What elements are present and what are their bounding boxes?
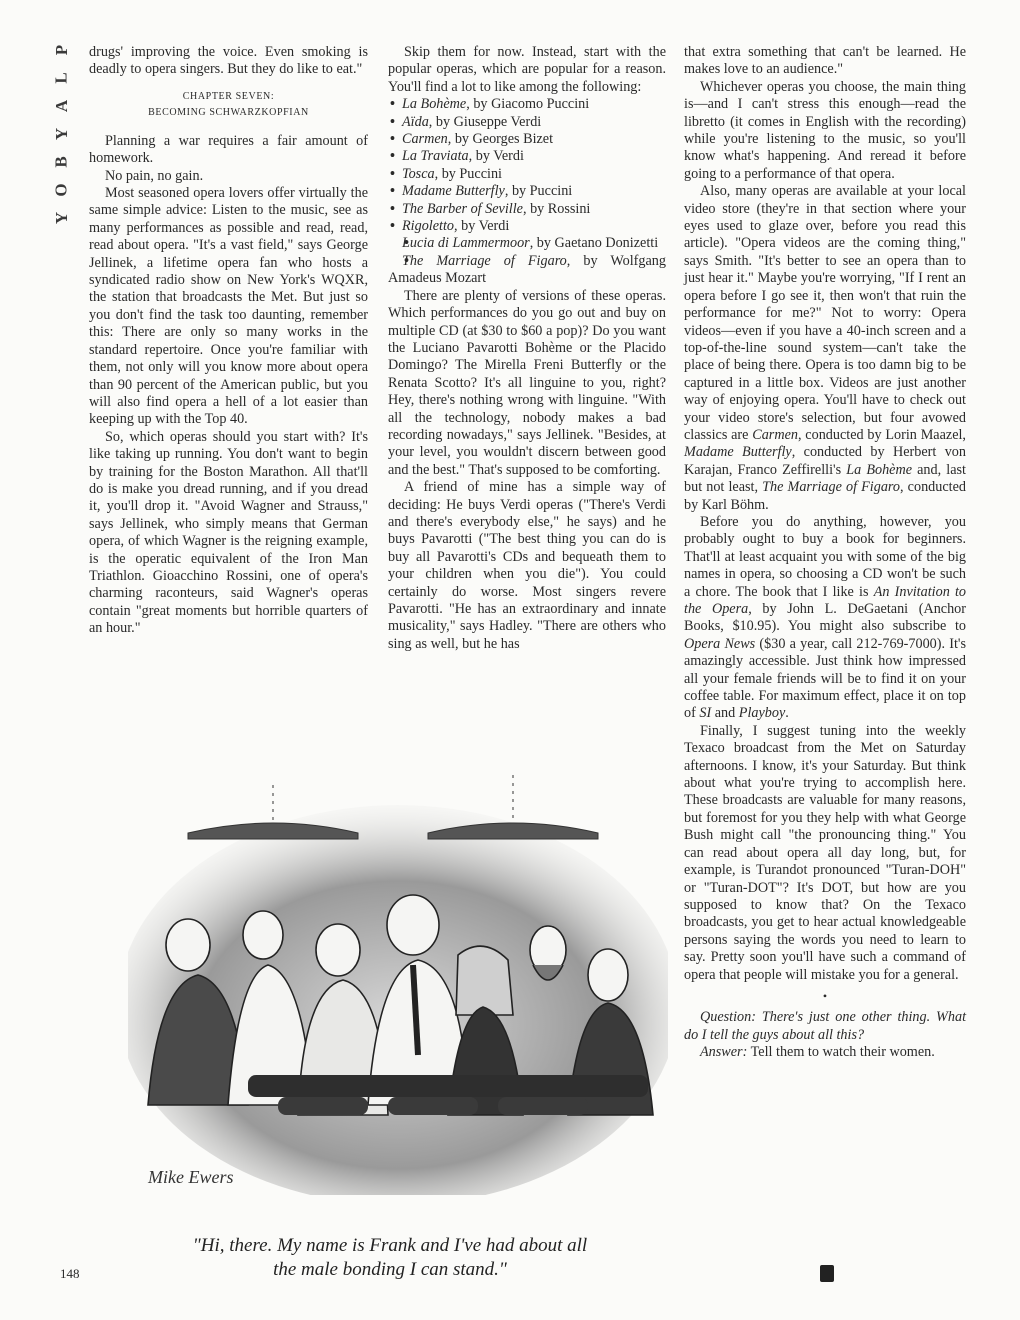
paragraph: Finally, I suggest tuning into the weekly Texaco broadcast from the Met on Saturday afternoons. I know, it's your Saturday. But think about what you're trying to accomplish here. These broadcasts are valuable for many reasons, but foremost for you they help with what George Bush might call "the pronouncing thing." You can read about opera all day long, but, for example, is Turandot pronounced "Turan-DOH" or "Turan-DOT"? It's DOT, but how are you supposed to know that? On the Texaco broadcasts, you get to hear actual knowledgeable persons saying the words you need to learn to say. Pretty soon you'll have such a command of opera that people will mistake you for a general. bbox=[684, 722, 966, 983]
chapter-number: CHAPTER SEVEN: bbox=[182, 90, 275, 102]
answer: Answer: Tell them to watch their women. bbox=[700, 1044, 935, 1061]
paragraph: drugs' improving the voice. Even smoking is deadly to opera singers. But they do like to eat." bbox=[89, 44, 368, 78]
masthead-letter: L bbox=[52, 72, 71, 84]
section-divider: • bbox=[822, 988, 828, 1003]
opera-list-item: • Tosca, by Puccini bbox=[388, 166, 666, 183]
lamp-right bbox=[428, 775, 598, 839]
paragraph: Also, many operas are available at your local video store (they're in that section where your eyes used to glaze over, before you read this article). "Opera videos are the coming thing," says Smith. "It's better to see an opera than to just hear it." Maybe you're worrying, "If I rent an opera before I go see it, then won't that ruin the performance for me?" Not to worry: Opera videos—even if you have a 40-inch screen and a top-of-the-line sound system—can't take the place of being there. Opera is too damn big to be captured in a little box. Videos are just another way of enjoying opera. You'll have to check out your video store's selection, but four avowed classics are Carmen, conducted by Lorin Maazel, Madame Butterfly, conducted by Herbert von Karajan, Franco Zeffirelli's La Bohème and, last but not least, The Marriage of Figaro, conducted by Karl Böhm. bbox=[684, 183, 966, 513]
paragraph: There are plenty of versions of these operas. Which performances do you go out and buy on multiple CD (at $30 to $60 a pop)? Do you want the Luciano Pavarotti Bohème or the Placido Domingo? The Mirella Freni Butterfly or the Renata Scotto? It's all linguine to you, right? Hey, there's nothing wrong with linguine. "With all the technology, nobody makes a bad recording nowadays," says Jellinek. "Besides, at your level, you wouldn't discern between good and the best." That's supposed to be comforting. bbox=[388, 287, 666, 478]
opera-list-item: • La Bohème, by Giacomo Puccini bbox=[388, 96, 666, 113]
column-1 bbox=[89, 44, 368, 638]
opera-list-item: • La Traviata, by Verdi bbox=[388, 148, 666, 165]
page-number: 148 bbox=[60, 1266, 80, 1281]
opera-list-item: • The Marriage of Figaro, by Wolfgang Amadeus Mozart bbox=[388, 253, 666, 288]
paragraph: No pain, no gain. bbox=[105, 167, 204, 184]
paragraph: Before you do anything, however, you probably ought to buy a book for beginners. That'll at least acquaint you with some of the big names in opera, so choosing a CD won't be such a chore. The book that I like is An Invitation to the Opera, by John L. DeGaetani (Anchor Books, $10.95). You might also subscribe to Opera News ($30 a year, call 212-769-7000). It's amazingly accessible. Just think how impressed all your female friends will be to find it on your coffee table. For maximum effect, place it on top of SI and Playboy. bbox=[684, 513, 966, 722]
artist-signature: Mike Ewers bbox=[148, 1167, 234, 1187]
question-answer bbox=[684, 1009, 966, 1061]
paragraph: So, which operas should you start with? It's like taking up running. You don't want to begin by training for the Boston Marathon. All that'll do is make you dread running, and if you dread it, you'll drop it. "Avoid Wagner and Strauss," says Jellinek, who simply means that German opera, of which Wagner is the reigning example, is the operatic equivalent of the Iron Man Triathlon. Gioacchino Rossini, one of opera's charming raconteurs, said Wagner's operas contain "great moments but horrible quarters of an hour." bbox=[89, 428, 368, 637]
paragraph: Most seasoned opera lovers offer virtually the same simple advice: Listen to the music, see as many performances as possible and read, read, read about opera. "It's a vast field," says George Jellinek, a lifetime opera fan who hosts a syndicated radio show on New York's WQXR, the station that broadcasts the Met. But just so you don't find the task too daunting, remember this: There are only so many works in the standard repertoire. Once you're familiar with them, not only will you know more about opera than 90 percent of the American public, but you will also find opera a hell of a lot easier than keeping up with the Top 40. bbox=[89, 185, 368, 428]
opera-list-item: • Carmen, by Georges Bizet bbox=[388, 131, 666, 148]
masthead-letter: P bbox=[51, 44, 71, 56]
column-3 bbox=[684, 44, 966, 1062]
paragraph: Planning a war requires a fair amount of homework. bbox=[89, 132, 368, 167]
bar-scene-drawing bbox=[128, 775, 668, 1195]
caption-line: the male bonding I can stand." bbox=[273, 1259, 507, 1280]
chapter-heading bbox=[89, 89, 368, 121]
masthead-playboy bbox=[50, 40, 74, 228]
masthead-letter: O bbox=[51, 183, 71, 197]
paragraph: Whichever operas you choose, the main thing is—and I can't stress this enough—read the libretto (it comes in English with the recording) while you're listening to the music, so you'll know what's happening. And reread it before going to a performance of that opera. bbox=[684, 78, 966, 182]
rabbit-end-mark-icon bbox=[820, 1265, 834, 1282]
opera-list-item: • Madame Butterfly, by Puccini bbox=[388, 183, 666, 200]
masthead-letter: A bbox=[52, 99, 71, 113]
paragraph: Skip them for now. Instead, start with the popular operas, which are popular for a reason. You'll find a lot to like among the following: bbox=[388, 44, 666, 95]
cartoon-illustration bbox=[128, 775, 668, 1195]
opera-list-item: • Lucia di Lammermoor, by Gaetano Donizetti bbox=[388, 235, 666, 252]
masthead-letter: B bbox=[52, 156, 71, 168]
question: Question: There's just one other thing. What do I tell the guys about all this? bbox=[684, 1009, 967, 1043]
paragraph: that extra something that can't be learned. He makes love to an audience." bbox=[684, 44, 966, 78]
column-2 bbox=[388, 44, 666, 653]
opera-list-item: • Rigoletto, by Verdi bbox=[388, 218, 666, 235]
cartoon-caption bbox=[150, 1234, 630, 1282]
caption-line: "Hi, there. My name is Frank and I've had about all bbox=[192, 1235, 588, 1256]
masthead-letter: Y bbox=[52, 211, 71, 225]
opera-list-item: • Aïda, by Giuseppe Verdi bbox=[388, 114, 666, 131]
opera-list-item: • The Barber of Seville, by Rossini bbox=[388, 201, 666, 218]
masthead-letter: Y bbox=[52, 127, 71, 141]
chapter-title: BECOMING SCHWARZKOPFIAN bbox=[148, 106, 309, 118]
bar-stools bbox=[278, 1097, 588, 1115]
opera-list bbox=[388, 96, 666, 287]
paragraph: A friend of mine has a simple way of deciding: He buys Verdi operas ("There's Verdi and there's everybody else," he says) and he buys Pavarotti ("The best thing you can do is buy all Pavarotti's CDs and bequeath them to your children when you die"). You could certainly do worse. Most singers revere Pavarotti. "He has an extraordinary and innate musicality," says Hadley. "There are others who sing as well, but he has bbox=[388, 479, 666, 652]
